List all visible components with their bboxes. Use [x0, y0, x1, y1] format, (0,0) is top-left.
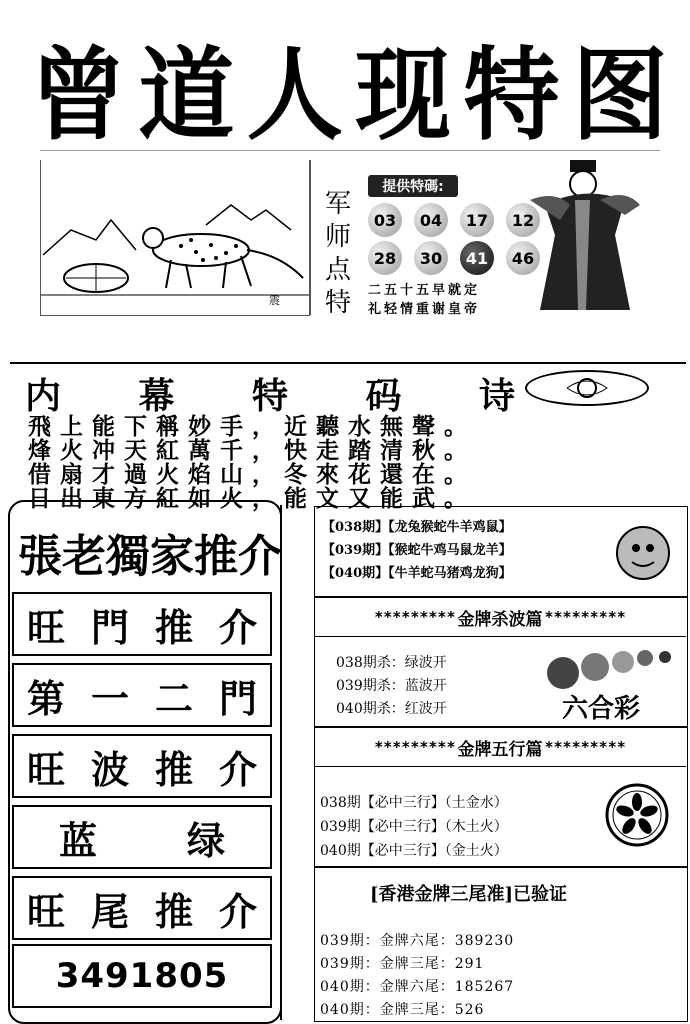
- poem-line-1: 飛上能下稱妙手，近聽水無聲。: [28, 413, 476, 440]
- five-line-1: 038期【必中三行】（土金水）: [320, 795, 508, 811]
- verified-heading: [香港金牌三尾准]已验证: [370, 884, 568, 905]
- emblem-icon: [525, 370, 649, 406]
- number-ball: 03: [368, 203, 402, 237]
- tail-line-4: 040期：金牌三尾：526: [320, 1002, 485, 1018]
- five-line-2: 039期【必中三行】（木土火）: [320, 819, 508, 835]
- recommend-number: 3491805: [12, 944, 272, 1008]
- provide-label: 提供特碼:: [368, 175, 458, 197]
- poem-title-char-5: 诗: [478, 375, 515, 417]
- poem-line-2: 烽火冲天紅萬千，快走踏清秋。: [28, 437, 476, 464]
- poem-title-char-3: 特: [251, 375, 288, 417]
- recommend-char: 推: [154, 604, 193, 650]
- recommend-box-1: [12, 592, 272, 656]
- five-line-3: 040期【必中三行】（金土火）: [320, 843, 508, 859]
- number-ball: 17: [460, 203, 494, 237]
- wave-heading: ********* 金牌杀波篇 *********: [314, 598, 686, 637]
- recommend-char: 門: [90, 604, 129, 650]
- poem-title-char-2: 幕: [138, 375, 175, 417]
- recommend-char: 绿: [186, 817, 225, 863]
- liuhe-logo-text: 六合彩: [562, 694, 641, 724]
- vertical-label: [318, 188, 358, 320]
- recommend-char: 第: [26, 675, 65, 721]
- vertical-char-3: 点: [324, 255, 351, 285]
- left-heading-char-4: 家: [150, 531, 194, 582]
- recommend-char: 旺: [26, 604, 65, 650]
- title-char-3: 人: [246, 35, 345, 155]
- recommend-char: 旺: [26, 888, 65, 934]
- left-heading-char-2: 老: [62, 531, 106, 582]
- number-ball: 41: [460, 241, 494, 275]
- title-char-4: 现: [355, 35, 454, 155]
- title-char-5: 特: [463, 35, 562, 155]
- zodiac-line-1: 【038期】【龙兔猴蛇牛羊鸡鼠】: [322, 520, 512, 535]
- recommend-box-3: [12, 734, 272, 798]
- monkey-icon: [612, 522, 674, 584]
- tail-line-2: 039期：金牌三尾：291: [320, 956, 485, 972]
- left-heading-char-6: 介: [238, 531, 282, 582]
- wave-line-1: 038期杀：绿波开: [336, 655, 447, 671]
- left-heading-char-5: 推: [194, 531, 238, 582]
- emperor-figure: [530, 160, 640, 315]
- lottery-balls-icon: [545, 645, 675, 690]
- number-ball: 28: [368, 241, 402, 275]
- vertical-char-4: 特: [324, 288, 351, 318]
- bauhinia-emblem-icon: [604, 782, 670, 848]
- top-verse-2: 礼轻情重谢皇帝: [368, 302, 481, 317]
- recommend-char: 旺: [26, 746, 65, 792]
- recommend-char: 介: [218, 746, 257, 792]
- left-heading: [18, 520, 282, 584]
- recommend-char: 推: [154, 888, 193, 934]
- zodiac-line-3: 【040期】【牛羊蛇马猪鸡龙狗】: [322, 566, 512, 581]
- tail-line-3: 040期：金牌六尾：185267: [320, 979, 515, 995]
- recommend-box-2: [12, 663, 272, 727]
- poem-line-4: 日出東方紅如火，能文又能武。: [28, 485, 476, 512]
- vertical-char-2: 师: [324, 222, 351, 252]
- recommend-char: 一: [90, 675, 129, 721]
- cheetah-illustration: [40, 160, 310, 316]
- zodiac-line-2: 【039期】【猴蛇牛鸡马鼠龙羊】: [322, 543, 512, 558]
- number-ball: 12: [506, 203, 540, 237]
- tail-line-1: 039期：金牌六尾：389230: [320, 933, 515, 949]
- vertical-char-1: 军: [324, 189, 351, 219]
- left-heading-char-1: 張: [18, 531, 62, 582]
- recommend-char: 門: [218, 675, 257, 721]
- number-ball: 30: [414, 241, 448, 275]
- title-char-2: 道: [138, 35, 237, 155]
- recommend-char: 波: [90, 746, 129, 792]
- recommend-char: 蓝: [58, 817, 97, 863]
- number-ball: 04: [414, 203, 448, 237]
- top-verse-1: 二五十五早就定: [368, 283, 481, 298]
- left-heading-char-3: 獨: [106, 531, 150, 582]
- poem-line-3: 借扇才過火焰山，冬來花還在。: [28, 461, 476, 488]
- recommend-box-5: [12, 876, 272, 940]
- title-char-1: 曾: [30, 35, 128, 155]
- recommend-box-4: [12, 805, 272, 869]
- wave-line-2: 039期杀：蓝波开: [336, 678, 447, 694]
- title-char-6: 图: [571, 35, 670, 155]
- recommend-char: 介: [218, 604, 257, 650]
- number-ball: 46: [506, 241, 540, 275]
- page-title: [30, 30, 670, 155]
- art-corner-mark: 震: [269, 294, 280, 307]
- recommend-char: 二: [154, 675, 193, 721]
- recommend-char: 尾: [90, 888, 129, 934]
- recommend-char: 推: [154, 746, 193, 792]
- poem-title-char-1: 内: [25, 375, 62, 417]
- poem-top-rule: [10, 362, 686, 364]
- recommend-char: 介: [218, 888, 257, 934]
- five-heading: ********* 金牌五行篇 *********: [314, 728, 686, 767]
- poem-title-char-4: 码: [365, 375, 402, 417]
- wave-line-3: 040期杀：红波开: [336, 701, 447, 717]
